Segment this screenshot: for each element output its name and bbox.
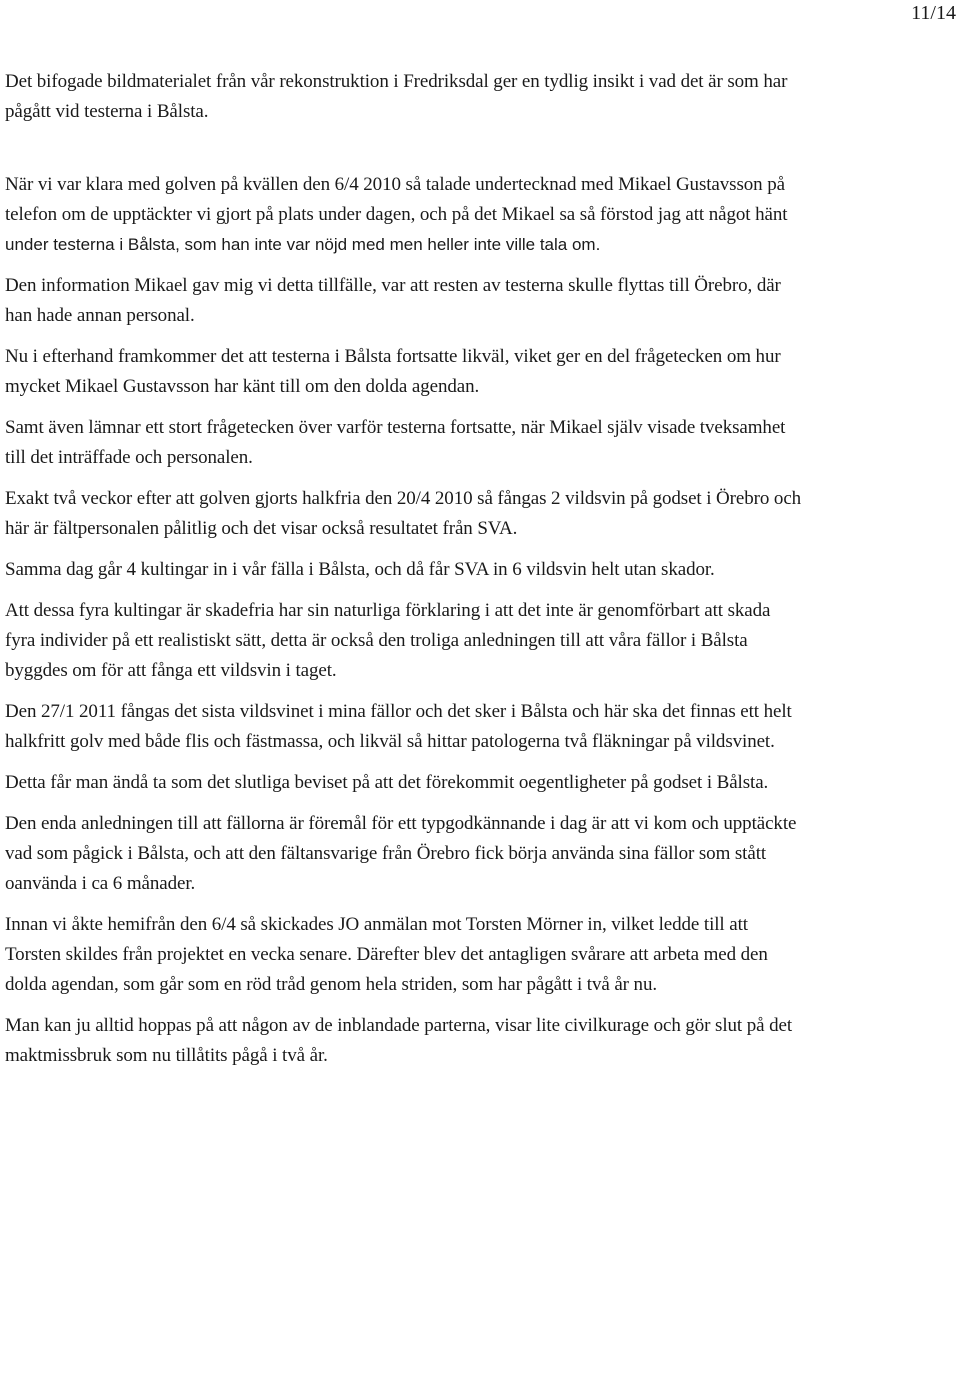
text-line: maktmissbruk som nu tillåtits pågå i två år. — [5, 1045, 328, 1066]
text-line: Den 27/1 2011 fångas det sista vildsvinet i mina fällor och det sker i Bålsta och här ska det finnas ett helt — [5, 701, 792, 722]
paragraph-6 — [5, 484, 957, 544]
text-line: Det bifogade bildmaterialet från vår rekonstruktion i Fredriksdal ger en tydlig insikt i vad det är som har — [5, 71, 788, 92]
paragraph-9 — [5, 697, 957, 757]
paragraph-4 — [5, 342, 957, 402]
text-line: fyra individer på ett realistiskt sätt, detta är också den troliga anledningen till att våra fällor i Bålsta — [5, 630, 748, 651]
text-line: Samma dag går 4 kultingar in i vår fälla i Bålsta, och då får SVA in 6 vildsvin helt utan skador. — [5, 559, 715, 580]
paragraph-10 — [5, 768, 957, 798]
text-line: oanvända i ca 6 månader. — [5, 873, 196, 894]
text-line: halkfritt golv med både flis och fästmassa, och likväl så hittar patologerna två fläkningar på vildsvinet. — [5, 731, 775, 752]
paragraph-1 — [5, 67, 957, 127]
text-line: byggdes om för att fånga ett vildsvin i taget. — [5, 660, 337, 681]
document-body — [5, 67, 957, 1071]
paragraph-3 — [5, 271, 957, 331]
page-number: 11/14 — [911, 2, 956, 24]
text-line: När vi var klara med golven på kvällen den 6/4 2010 så talade undertecknad med Mikael Gustavsson på — [5, 174, 785, 195]
text-line: dolda agendan, som går som en röd tråd genom hela striden, som har pågått i två år nu. — [5, 974, 657, 995]
text-line: mycket Mikael Gustavsson har känt till om den dolda agendan. — [5, 376, 480, 397]
paragraph-2 — [5, 170, 957, 260]
paragraph-11 — [5, 809, 957, 899]
paragraph-8 — [5, 596, 957, 686]
text-line: Exakt två veckor efter att golven gjorts halkfria den 20/4 2010 så fångas 2 vildsvin på godset i Örebro och — [5, 488, 802, 509]
text-line: till det inträffade och personalen. — [5, 447, 253, 468]
text-line: pågått vid testerna i Bålsta. — [5, 101, 209, 122]
text-line: under testerna i Bålsta, som han inte var nöjd med men heller inte ville tala om. — [5, 235, 601, 254]
text-line: Man kan ju alltid hoppas på att någon av de inblandade parterna, visar lite civilkurage och gör slut på det — [5, 1015, 793, 1036]
text-line: Den information Mikael gav mig vi detta tillfälle, var att resten av testerna skulle flyttas till Örebro, där — [5, 275, 781, 296]
text-line: Samt även lämnar ett stort frågetecken över varför testerna fortsatte, när Mikael själv visade tveksamhet — [5, 417, 786, 438]
text-line: Detta får man ändå ta som det slutliga beviset på att det förekommit oegentligheter på godset i Bålsta. — [5, 772, 769, 793]
text-line: Att dessa fyra kultingar är skadefria har sin naturliga förklaring i att det inte är genomförbart att skada — [5, 600, 771, 621]
text-line: han hade annan personal. — [5, 305, 195, 326]
text-line: här är fältpersonalen pålitlig och det visar också resultatet från SVA. — [5, 518, 518, 539]
paragraph-12 — [5, 910, 957, 1000]
text-line: Nu i efterhand framkommer det att testerna i Bålsta fortsatte likväl, viket ger en del frågetecken om hur — [5, 346, 781, 367]
paragraph-7 — [5, 555, 957, 585]
paragraph-5 — [5, 413, 957, 473]
text-line: Innan vi åkte hemifrån den 6/4 så skickades JO anmälan mot Torsten Mörner in, vilket ledde till att — [5, 914, 748, 935]
text-line: vad som pågick i Bålsta, och att den fältansvarige från Örebro fick börja använda sina fällor som stått — [5, 843, 767, 864]
text-line: Torsten skildes från projektet en vecka senare. Därefter blev det antagligen svårare att arbeta med den — [5, 944, 768, 965]
text-line: telefon om de upptäckter vi gjort på plats under dagen, och på det Mikael sa så förstod jag att något hänt — [5, 204, 788, 225]
text-line: Den enda anledningen till att fällorna är föremål för ett typgodkännande i dag är att vi kom och upptäckte — [5, 813, 797, 834]
paragraph-13 — [5, 1011, 957, 1071]
